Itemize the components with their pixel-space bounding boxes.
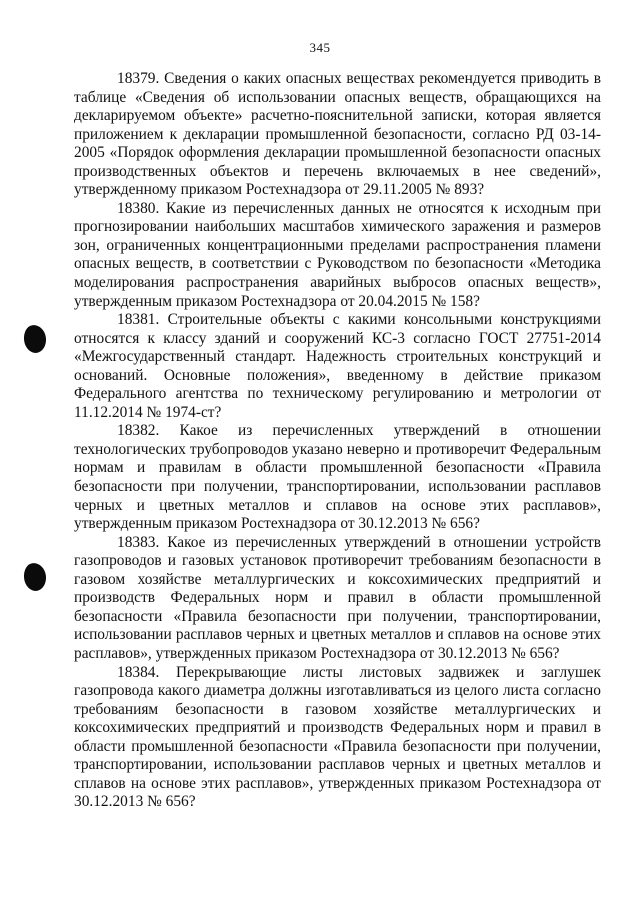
question-paragraph: 18381. Строительные объекты с какими консольными конструкциями относятся к классу зданий и сооружений КС-3 согласно ГОСТ 27751-2014 «Межгосударственный стандарт. Надежность строительных конструкций и оснований. Основные положения», введенному в действие приказом Федерального агентства по техническому регулированию и метрологии от 11.12.2014 № 1974-ст? [74, 311, 601, 421]
punch-hole-mark [23, 324, 48, 354]
question-paragraph: 18380. Какие из перечисленных данных не относятся к исходным при прогнозировании наибольших масштабов химического заражения и размеров зон, ограниченных концентрационными пределами распространения пламени опасных веществ, в соответствии с Руководством по безопасности «Методика моделирования распространения аварийных выбросов опасных веществ», утвержденным приказом Ростехнадзора от 20.04.2015 № 158? [74, 199, 601, 310]
question-paragraph: 18384. Перекрывающие листы листовых задвижек и заглушек газопровода какого диаметра должны изготавливаться из целого листа согласно требованиям безопасности в газовом хозяйстве металлургических и коксохимических предприятий и производств Федеральных норм и правил в области промышленной безопасности «Правила безопасности при получении, транспортировании, использовании расплавов черных и цветных металлов и сплавов на основе этих расплавов», утвержденных приказом Ростехнадзора от 30.12.2013 № 656? [74, 663, 601, 811]
question-paragraph: 18382. Какое из перечисленных утверждений в отношении технологических трубопроводов указано неверно и противоречит Федеральным нормам и правилам в области промышленной безопасности «Правила безопасности при получении, транспортировании, использовании расплавов черных и цветных металлов и сплавов на основе этих расплавов», утвержденным приказом Ростехнадзора от 30.12.2013 № 656? [74, 422, 601, 533]
question-paragraph: 18379. Сведения о каких опасных веществах рекомендуется приводить в таблице «Сведения об использовании опасных веществ, обращающихся на декларируемом объекте» расчетно-пояснительной записки, которая является приложением к декларации промышленной безопасности, согласно РД 03-14-2005 «Порядок оформления декларации промышленной безопасности опасных производственных объектов и перечень включаемых в нее сведений», утвержденному приказом Ростехнадзора от 29.11.2005 № 893? [74, 70, 601, 199]
question-paragraph: 18383. Какое из перечисленных утверждений в отношении устройств газопроводов и газовых установок противоречит требованиям безопасности в газовом хозяйстве металлургических и коксохимических предприятий и производств Федеральных норм и правил в области промышленной безопасности «Правила безопасности при получении, транспортировании, использовании расплавов черных и цветных металлов и сплавов на основе этих расплавов», утвержденных приказом Ростехнадзора от 30.12.2013 № 656? [74, 533, 601, 662]
questions-list [74, 70, 601, 812]
page-number: 345 [309, 40, 331, 55]
punch-hole-mark [23, 562, 48, 592]
